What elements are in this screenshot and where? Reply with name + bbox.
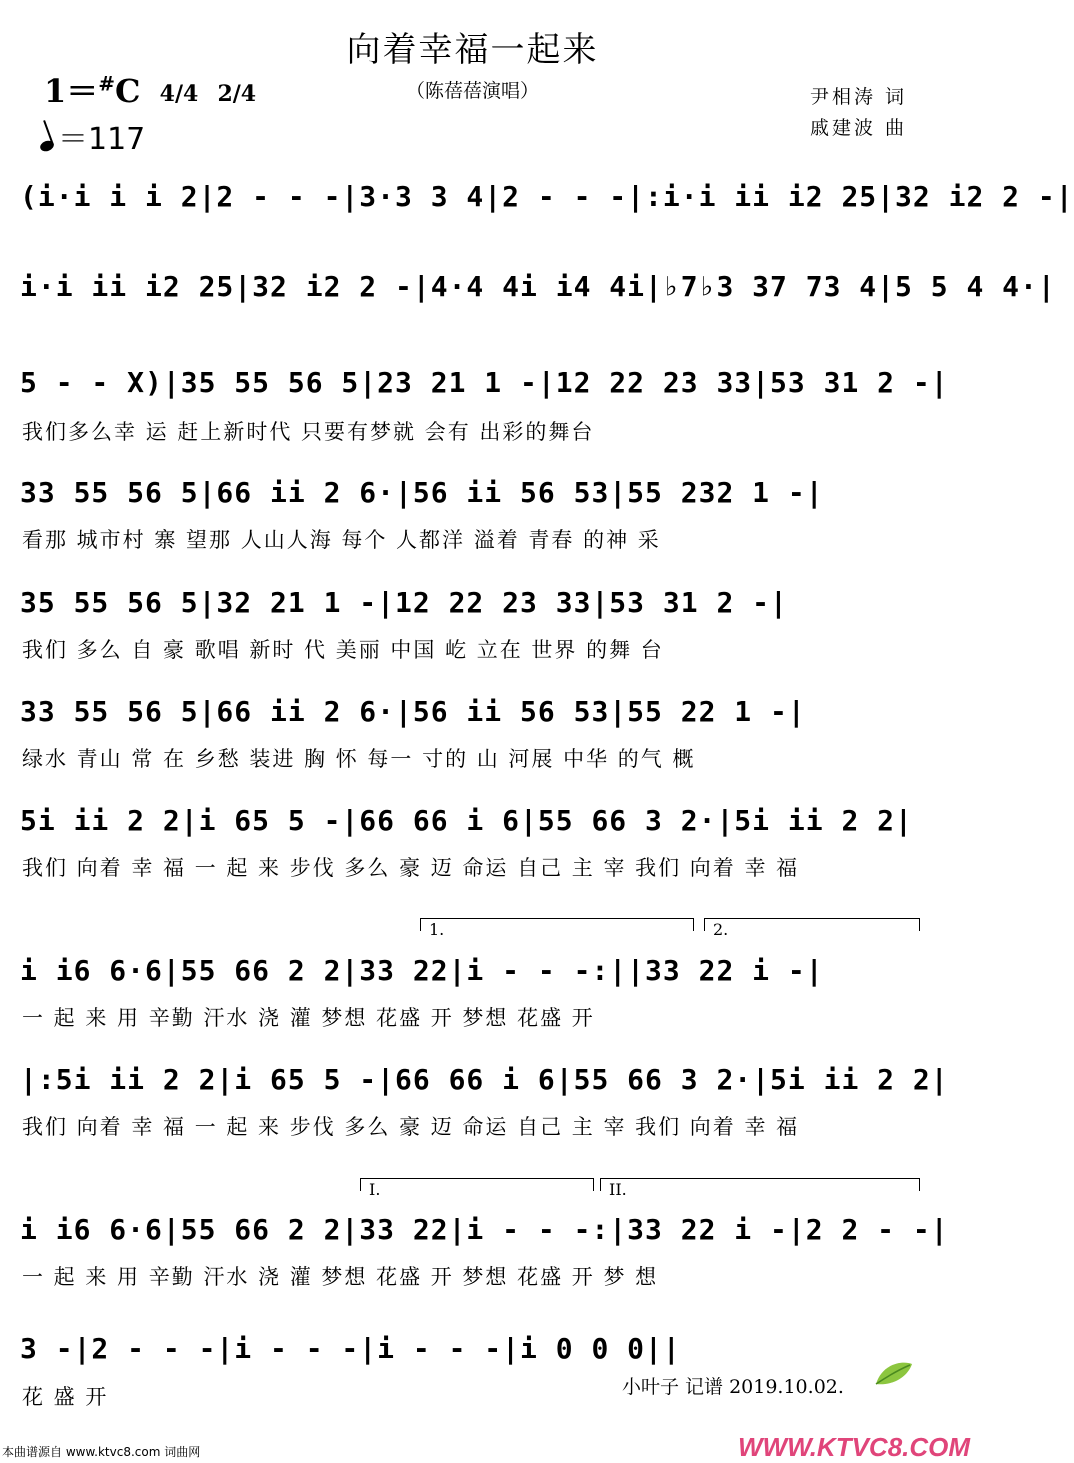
score-line-11: 3 -|2 - - -|i - - -|i - - -|i 0 0 0||: [20, 1332, 681, 1365]
song-title: 向着幸福一起来: [346, 30, 599, 70]
score-line-2: i·i ii i2 25|32 i2 2 -|4·4 4i i4 4i|♭7♭3 37 73 4|5 5 4 4·|: [20, 270, 1056, 303]
second-ending-bracket-2: II.: [600, 1178, 920, 1191]
source-footer: 本曲谱源自 www.ktvc8.com 词曲网: [2, 1445, 201, 1459]
transcriber-note: 小叶子 记谱 2019.10.02.: [622, 1376, 844, 1398]
score-line-8: i i6 6·6|55 66 2 2|33 22|i - - -:||33 22 i -|: [20, 954, 824, 987]
lyrics-line-4: 看那 城市村 寨 望那 人山人海 每个 人都洋 溢着 青春 的神 采: [22, 528, 661, 552]
key-prefix: 1＝: [44, 72, 99, 110]
quarter-note-icon: [39, 139, 56, 153]
leaf-icon: [872, 1358, 916, 1394]
site-watermark[interactable]: WWW.KTVC8.COM: [738, 1432, 971, 1462]
lyrics-line-6: 绿水 青山 常 在 乡愁 装进 胸 怀 每一 寸的 山 河展 中华 的气 概: [22, 747, 696, 771]
first-ending-bracket-2: I.: [360, 1178, 594, 1191]
lyrics-line-8: 一 起 来 用 辛勤 汗水 浇 灌 梦想 花盛 开 梦想 花盛 开: [22, 1006, 595, 1030]
key-signature: [44, 66, 256, 112]
lyrics-line-3: 我们多么幸 运 赶上新时代 只要有梦就 会有 出彩的舞台: [22, 420, 595, 444]
score-line-10: i i6 6·6|55 66 2 2|33 22|i - - -:|33 22 i -|2 2 - -|: [20, 1213, 949, 1246]
tempo-value: ＝117: [58, 122, 146, 157]
lyrics-line-10: 一 起 来 用 辛勤 汗水 浇 灌 梦想 花盛 开 梦想 花盛 开 梦 想: [22, 1265, 659, 1289]
singer-credit: （陈蓓蓓演唱）: [405, 80, 539, 102]
lyrics-line-5: 我们 多么 自 豪 歌唱 新时 代 美丽 中国 屹 立在 世界 的舞 台: [22, 638, 664, 662]
meter-2-4: 2/4: [217, 80, 257, 107]
sharp-sign: #: [98, 71, 116, 96]
key-letter: C: [115, 72, 141, 110]
score-line-7: 5i ii 2 2|i 65 5 -|66 66 i 6|55 66 3 2·|5i ii 2 2|: [20, 804, 913, 837]
composer-credit: 戚建波 曲: [809, 117, 907, 139]
score-line-6: 33 55 56 5|66 ii 2 6·|56 ii 56 53|55 22 1 -|: [20, 695, 806, 728]
lyricist-credit: 尹相涛 词: [809, 86, 907, 108]
meter-4-4: 4/4: [159, 80, 199, 107]
lyrics-line-9: 我们 向着 幸 福 一 起 来 步伐 多么 豪 迈 命运 自己 主 宰 我们 向着 幸 福: [22, 1115, 800, 1139]
score-line-1: (i·i i i 2|2 - - -|3·3 3 4|2 - - -|:i·i ii i2 25|32 i2 2 -|: [20, 180, 1074, 213]
second-ending-bracket: 2.: [704, 918, 920, 931]
score-line-5: 35 55 56 5|32 21 1 -|12 22 23 33|53 31 2 -|: [20, 586, 788, 619]
score-line-9: |:5i ii 2 2|i 65 5 -|66 66 i 6|55 66 3 2·|5i ii 2 2|: [20, 1063, 949, 1096]
lyrics-line-11: 花 盛 开: [22, 1385, 109, 1409]
score-line-4: 33 55 56 5|66 ii 2 6·|56 ii 56 53|55 232 1 -|: [20, 476, 824, 509]
score-line-3: 5 - - X)|35 55 56 5|23 21 1 -|12 22 23 33|53 31 2 -|: [20, 366, 949, 399]
first-ending-bracket: 1.: [420, 918, 694, 931]
lyrics-line-7: 我们 向着 幸 福 一 起 来 步伐 多么 豪 迈 命运 自己 主 宰 我们 向着 幸 福: [22, 856, 800, 880]
tempo-marking: [40, 114, 145, 158]
